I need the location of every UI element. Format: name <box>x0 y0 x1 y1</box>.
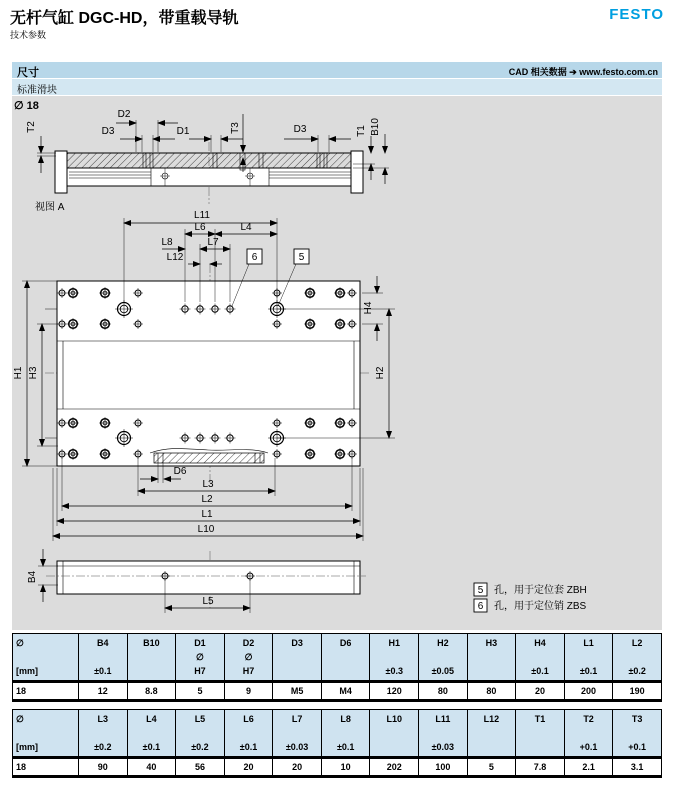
column-header-T2: T2 +0.1 <box>564 710 613 758</box>
dim-label-l8: L8 <box>161 237 173 248</box>
column-header-T3: T3 +0.1 <box>613 710 662 758</box>
cell-value: 7.8 <box>516 758 565 777</box>
cell-value: M5 <box>273 682 322 701</box>
cell-value: 200 <box>564 682 613 701</box>
column-header-L12: L12 <box>467 710 516 758</box>
column-header-L10: L10 <box>370 710 419 758</box>
dim-label-l11: L11 <box>194 210 210 221</box>
dim-label-h3: H3 <box>28 366 39 380</box>
column-header-H2: H2 ±0.05 <box>419 634 468 682</box>
cell-value: 56 <box>176 758 225 777</box>
page-subtitle: 技术参数 <box>10 30 47 40</box>
cell-value: 100 <box>419 758 468 777</box>
svg-text:5: 5 <box>298 252 305 263</box>
cell-value: 20 <box>224 758 273 777</box>
dim-label-l12: L12 <box>166 252 184 263</box>
dim-label-l6: L6 <box>194 222 206 233</box>
cell-size: 18 <box>13 758 79 777</box>
dim-label-d1: D1 <box>176 126 190 137</box>
dim-label-l10: L10 <box>197 524 215 535</box>
cell-value: 10 <box>321 758 370 777</box>
legend-ref-6: 6 <box>477 601 484 612</box>
column-header-L2: L2 ±0.2 <box>613 634 662 682</box>
drawing-panel <box>12 96 662 630</box>
cad-data-link[interactable]: CAD 相关数据 ➔ www.festo.com.cn <box>508 67 658 77</box>
column-header-L11: L11 ±0.03 <box>419 710 468 758</box>
cell-value: 202 <box>370 758 419 777</box>
festo-logo: FESTO <box>609 6 664 23</box>
top-view <box>13 210 395 541</box>
legend-ref-5: 5 <box>477 585 484 596</box>
svg-text:6: 6 <box>251 252 258 263</box>
cell-value: 3.1 <box>613 758 662 777</box>
column-header-D3: D3 <box>273 634 322 682</box>
dim-label-l4: L4 <box>240 222 252 233</box>
dim-label-d6: D6 <box>173 466 187 477</box>
cell-size: 18 <box>13 682 79 701</box>
column-header-H1: H1 ±0.3 <box>370 634 419 682</box>
technical-drawing <box>12 96 662 630</box>
dim-label-l2: L2 <box>201 494 213 505</box>
column-header-L8: L8 ±0.1 <box>321 710 370 758</box>
size-diameter-label: ∅ 18 <box>14 100 39 112</box>
dimensions-table-2 <box>12 709 662 778</box>
section-title: 尺寸 <box>17 67 39 79</box>
cell-value: 20 <box>273 758 322 777</box>
dim-label-h1: H1 <box>13 366 24 380</box>
cell-value: 80 <box>467 682 516 701</box>
column-header-D2: D2 ∅ H7 <box>224 634 273 682</box>
cell-value: 2.1 <box>564 758 613 777</box>
cell-value: 9 <box>224 682 273 701</box>
cell-value: M4 <box>321 682 370 701</box>
dim-label-t1: T1 <box>356 125 367 137</box>
cell-value: 90 <box>79 758 128 777</box>
column-header-D6: D6 <box>321 634 370 682</box>
table-corner-header: ∅ [mm] <box>13 710 79 758</box>
dim-label-l5: L5 <box>202 596 214 607</box>
cell-value: 190 <box>613 682 662 701</box>
dim-label-h2: H2 <box>375 366 386 380</box>
dim-label-b10: B10 <box>370 118 381 136</box>
cell-value: 5 <box>467 758 516 777</box>
cell-value: 40 <box>127 758 176 777</box>
column-header-L6: L6 ±0.1 <box>224 710 273 758</box>
dim-label-l3: L3 <box>202 479 214 490</box>
column-header-B10: B10 <box>127 634 176 682</box>
subsection-title: 标准滑块 <box>17 85 57 96</box>
dim-label-t2: T2 <box>26 121 37 133</box>
dim-label-d2: D2 <box>117 109 131 120</box>
subsection-bar <box>12 79 662 95</box>
dimensions-table-1 <box>12 633 662 702</box>
column-header-T1: T1 <box>516 710 565 758</box>
cell-value: 80 <box>419 682 468 701</box>
column-header-L3: L3 ±0.2 <box>79 710 128 758</box>
table-corner-header: ∅ [mm] <box>13 634 79 682</box>
legend-text-6: 孔，用于定位销 ZBS <box>494 601 587 612</box>
column-header-L1: L1 ±0.1 <box>564 634 613 682</box>
dim-label-l1: L1 <box>201 509 213 520</box>
table-row <box>13 758 662 777</box>
column-header-B4: B4 ±0.1 <box>79 634 128 682</box>
section-header-bar <box>12 62 662 78</box>
dim-label-l7: L7 <box>207 237 219 248</box>
column-header-H3: H3 <box>467 634 516 682</box>
side-view <box>26 109 389 213</box>
legend-text-5: 孔，用于定位套 ZBH <box>494 585 587 596</box>
hole-legend <box>474 583 587 612</box>
column-header-L7: L7 ±0.03 <box>273 710 322 758</box>
view-a-label: 视图 A <box>35 202 65 213</box>
column-header-D1: D1 ∅ H7 <box>176 634 225 682</box>
dim-label-d3-right: D3 <box>293 124 307 135</box>
cell-value: 120 <box>370 682 419 701</box>
cell-value: 12 <box>79 682 128 701</box>
cell-value: 8.8 <box>127 682 176 701</box>
dim-label-h4: H4 <box>363 301 374 315</box>
dim-label-b4: B4 <box>27 570 38 584</box>
column-header-H4: H4 ±0.1 <box>516 634 565 682</box>
dim-label-d3-left: D3 <box>101 126 115 137</box>
cell-value: 5 <box>176 682 225 701</box>
cell-value: 20 <box>516 682 565 701</box>
dim-label-t3: T3 <box>230 122 241 134</box>
column-header-L4: L4 ±0.1 <box>127 710 176 758</box>
table-row <box>13 682 662 701</box>
page-title: 无杆气缸 DGC-HD，带重载导轨 <box>10 10 239 27</box>
bottom-view <box>27 549 366 613</box>
column-header-L5: L5 ±0.2 <box>176 710 225 758</box>
